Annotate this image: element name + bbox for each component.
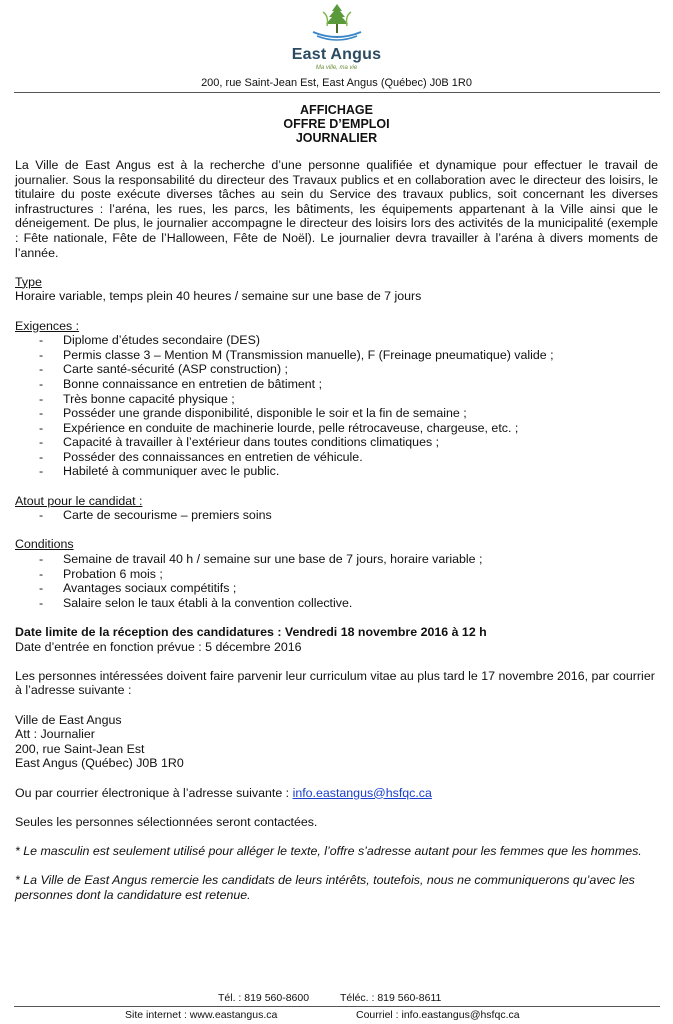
list-item: - Posséder une grande disponibilité, disponible le soir et la fin de semaine ; (15, 406, 658, 421)
conditions-list (15, 552, 658, 610)
start-date: Date d’entrée en fonction prévue : 5 décembre 2016 (15, 639, 302, 654)
list-item: - Semaine de travail 40 h / semaine sur une base de 7 jours, horaire variable ; (15, 552, 658, 567)
brand-tagline: Ma ville, ma vie (315, 65, 358, 71)
email-link[interactable]: info.eastangus@hsfqc.ca (292, 785, 432, 800)
intro-paragraph: La Ville de East Angus est à la recherche d’une personne qualifiée et dynamique pour effectuer le travail de journalier. Sous la responsabilité du directeur des Travaux publics et en collaboration avec le directeur des loisirs, le titulaire du poste exécute diverses tâches au sein du Service des travaux publics, soit concernant les diverses infrastructures : l’aréna, les rues, les parcs, les bâtiments, les équipements appartenant à la Ville ainsi que le déneigement. De plus, le journalier accompagne le directeur des loisirs lors des activités de la municipalité (exemple : Fête nationale, Fête de l’Halloween, Fête de Noël). Le journalier devra travailler à l’aréna à divers moments de l’année. (15, 158, 658, 260)
application-deadline: Date limite de la réception des candidatures : Vendredi 18 novembre 2016 à 12 h (15, 625, 487, 639)
title-offre-emploi: OFFRE D’EMPLOI (283, 117, 390, 131)
list-item: - Diplome d’études secondaire (DES) (15, 333, 658, 348)
list-item: - Avantages sociaux compétitifs ; (15, 581, 658, 596)
list-item: - Carte santé-sécurité (ASP construction) ; (15, 362, 658, 377)
address-line: East Angus (Québec) J0B 1R0 (15, 756, 184, 771)
type-text: Horaire variable, temps plein 40 heures / semaine sur une base de 7 jours (15, 289, 422, 304)
letterhead-address: 200, rue Saint-Jean Est, East Angus (Québec) J0B 1R0 (201, 77, 472, 89)
footer-website[interactable]: Site internet : www.eastangus.ca (125, 1009, 278, 1021)
gender-note: * Le masculin est seulement utilisé pour alléger le texte, l’offre s’adresse autant pour les femmes que les hommes. (15, 843, 642, 858)
list-item: - Bonne connaissance en entretien de bâtiment ; (15, 377, 658, 392)
footer-divider (14, 1006, 660, 1007)
document-body (15, 158, 658, 902)
exigences-list (15, 333, 658, 479)
footer-fax: Téléc. : 819 560-8611 (340, 992, 442, 1004)
list-item: - Probation 6 mois ; (15, 567, 658, 582)
list-item: - Très bonne capacité physique ; (15, 392, 658, 407)
list-item: - Expérience en conduite de machinerie lourde, pelle rétrocaveuse, chargeuse, etc. ; (15, 421, 658, 436)
conditions-heading: Conditions (15, 537, 74, 552)
title-journalier: JOURNALIER (295, 131, 378, 145)
footer-email[interactable]: Courriel : info.eastangus@hsfqc.ca (356, 1009, 520, 1021)
list-item: - Carte de secourisme – premiers soins (15, 508, 658, 523)
letterhead-logo (0, 2, 673, 71)
type-heading: Type (15, 274, 42, 289)
list-item: - Salaire selon le taux établi à la convention collective. (15, 596, 658, 611)
address-line: Att : Journalier (15, 727, 95, 742)
selection-note: Seules les personnes sélectionnées seront contactées. (15, 814, 318, 829)
title-affichage: AFFICHAGE (300, 103, 373, 117)
email-instructions (15, 786, 658, 801)
list-item: - Permis classe 3 – Mention M (Transmission manuelle), F (Freinage pneumatique) valide ; (15, 348, 658, 363)
atout-list (15, 508, 658, 523)
application-instructions: Les personnes intéressées doivent faire parvenir leur curriculum vitae au plus tard le 17 novembre 2016, par courrier à l’adresse suivante : (15, 668, 655, 698)
exigences-heading: Exigences : (15, 318, 80, 333)
list-item: - Capacité à travailler à l’extérieur dans toutes conditions climatiques ; (15, 435, 658, 450)
list-item: - Habileté à communiquer avec le public. (15, 464, 658, 479)
document-titles (0, 103, 673, 145)
maple-tree-logo-icon (307, 2, 367, 44)
list-item: - Posséder des connaissances en entretien de véhicule. (15, 450, 658, 465)
address-line: Ville de East Angus (15, 712, 122, 727)
atout-heading: Atout pour le candidat : (15, 493, 143, 508)
address-line: 200, rue Saint-Jean Est (15, 741, 145, 756)
footer-phone: Tél. : 819 560-8600 (218, 992, 310, 1004)
brand-name: East Angus (291, 46, 382, 63)
email-instructions-text: Ou par courrier électronique à l’adresse suivante : (15, 785, 293, 800)
header-divider (14, 92, 660, 93)
mailing-address (15, 713, 658, 771)
thanks-note: * La Ville de East Angus remercie les candidats de leurs intérêts, toutefois, nous ne communiquerons qu’avec les personnes dont la candidature est retenue. (15, 873, 635, 902)
